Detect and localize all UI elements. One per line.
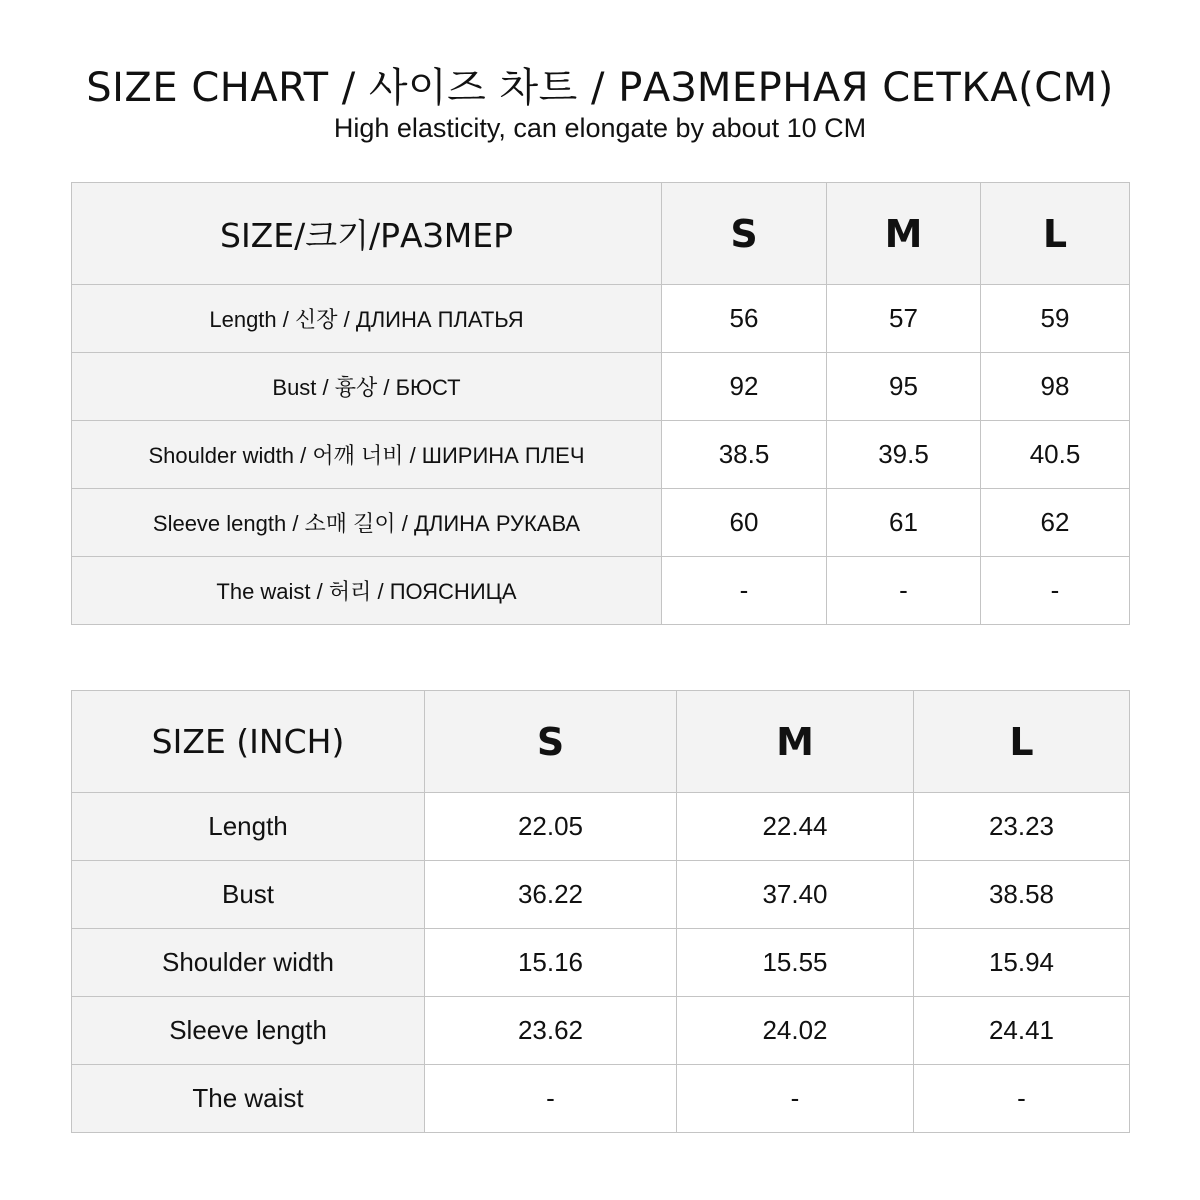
row-label-length: Length [72,793,425,861]
cell-value: 37.40 [677,861,914,929]
cell-value: 38.5 [662,421,827,489]
table-row [72,285,1130,353]
cell-value: 59 [981,285,1130,353]
cell-value: - [425,1065,677,1133]
cell-value: 92 [662,353,827,421]
cell-value: 15.55 [677,929,914,997]
table-row [72,489,1130,557]
cell-value: 57 [827,285,981,353]
table-row [72,793,1130,861]
cell-value: 95 [827,353,981,421]
row-label-sleeve: Sleeve length / 소매 길이 / ДЛИНА РУКАВА [72,489,662,557]
cell-value: 23.62 [425,997,677,1065]
size-s-header: S [425,691,677,793]
cell-value: 15.16 [425,929,677,997]
table-row [72,353,1130,421]
table-row [72,929,1130,997]
table-header-row [72,183,1130,285]
cell-value: 61 [827,489,981,557]
cell-value: 39.5 [827,421,981,489]
table-row [72,861,1130,929]
size-s-header: S [662,183,827,285]
table-row [72,1065,1130,1133]
row-label-waist: The waist / 허리 / ПОЯСНИЦА [72,557,662,625]
table-row [72,421,1130,489]
size-header-cell: SIZE (INCH) [72,691,425,793]
size-header-cell: SIZE/크기/РАЗМЕР [72,183,662,285]
row-label-bust: Bust / 흉상 / БЮСТ [72,353,662,421]
table-header-row [72,691,1130,793]
cell-value: 60 [662,489,827,557]
cell-value: 24.41 [914,997,1130,1065]
cell-value: 36.22 [425,861,677,929]
row-label-length: Length / 신장 / ДЛИНА ПЛАТЬЯ [72,285,662,353]
cell-value: 22.05 [425,793,677,861]
cell-value: 56 [662,285,827,353]
cell-value: 22.44 [677,793,914,861]
cell-value: - [827,557,981,625]
cell-value: - [677,1065,914,1133]
page-subtitle: High elasticity, can elongate by about 10 CM [333,113,867,143]
size-m-header: M [827,183,981,285]
cell-value: 15.94 [914,929,1130,997]
size-table-cm [71,182,1130,625]
row-label-shoulder: Shoulder width [72,929,425,997]
cell-value: 98 [981,353,1130,421]
page-title: SIZE CHART / 사이즈 차트 / РАЗМЕРНАЯ СЕТКА(CM) [86,65,1114,111]
cell-value: 62 [981,489,1130,557]
row-label-bust: Bust [72,861,425,929]
size-l-header: L [981,183,1130,285]
cell-value: 38.58 [914,861,1130,929]
row-label-sleeve: Sleeve length [72,997,425,1065]
table-row [72,557,1130,625]
cell-value: 40.5 [981,421,1130,489]
size-m-header: M [677,691,914,793]
cell-value: 24.02 [677,997,914,1065]
row-label-shoulder: Shoulder width / 어깨 너비 / ШИРИНА ПЛЕЧ [72,421,662,489]
cell-value: - [981,557,1130,625]
cell-value: - [662,557,827,625]
row-label-waist: The waist [72,1065,425,1133]
size-table-inch [71,690,1130,1133]
size-l-header: L [914,691,1130,793]
cell-value: - [914,1065,1130,1133]
cell-value: 23.23 [914,793,1130,861]
table-row [72,997,1130,1065]
